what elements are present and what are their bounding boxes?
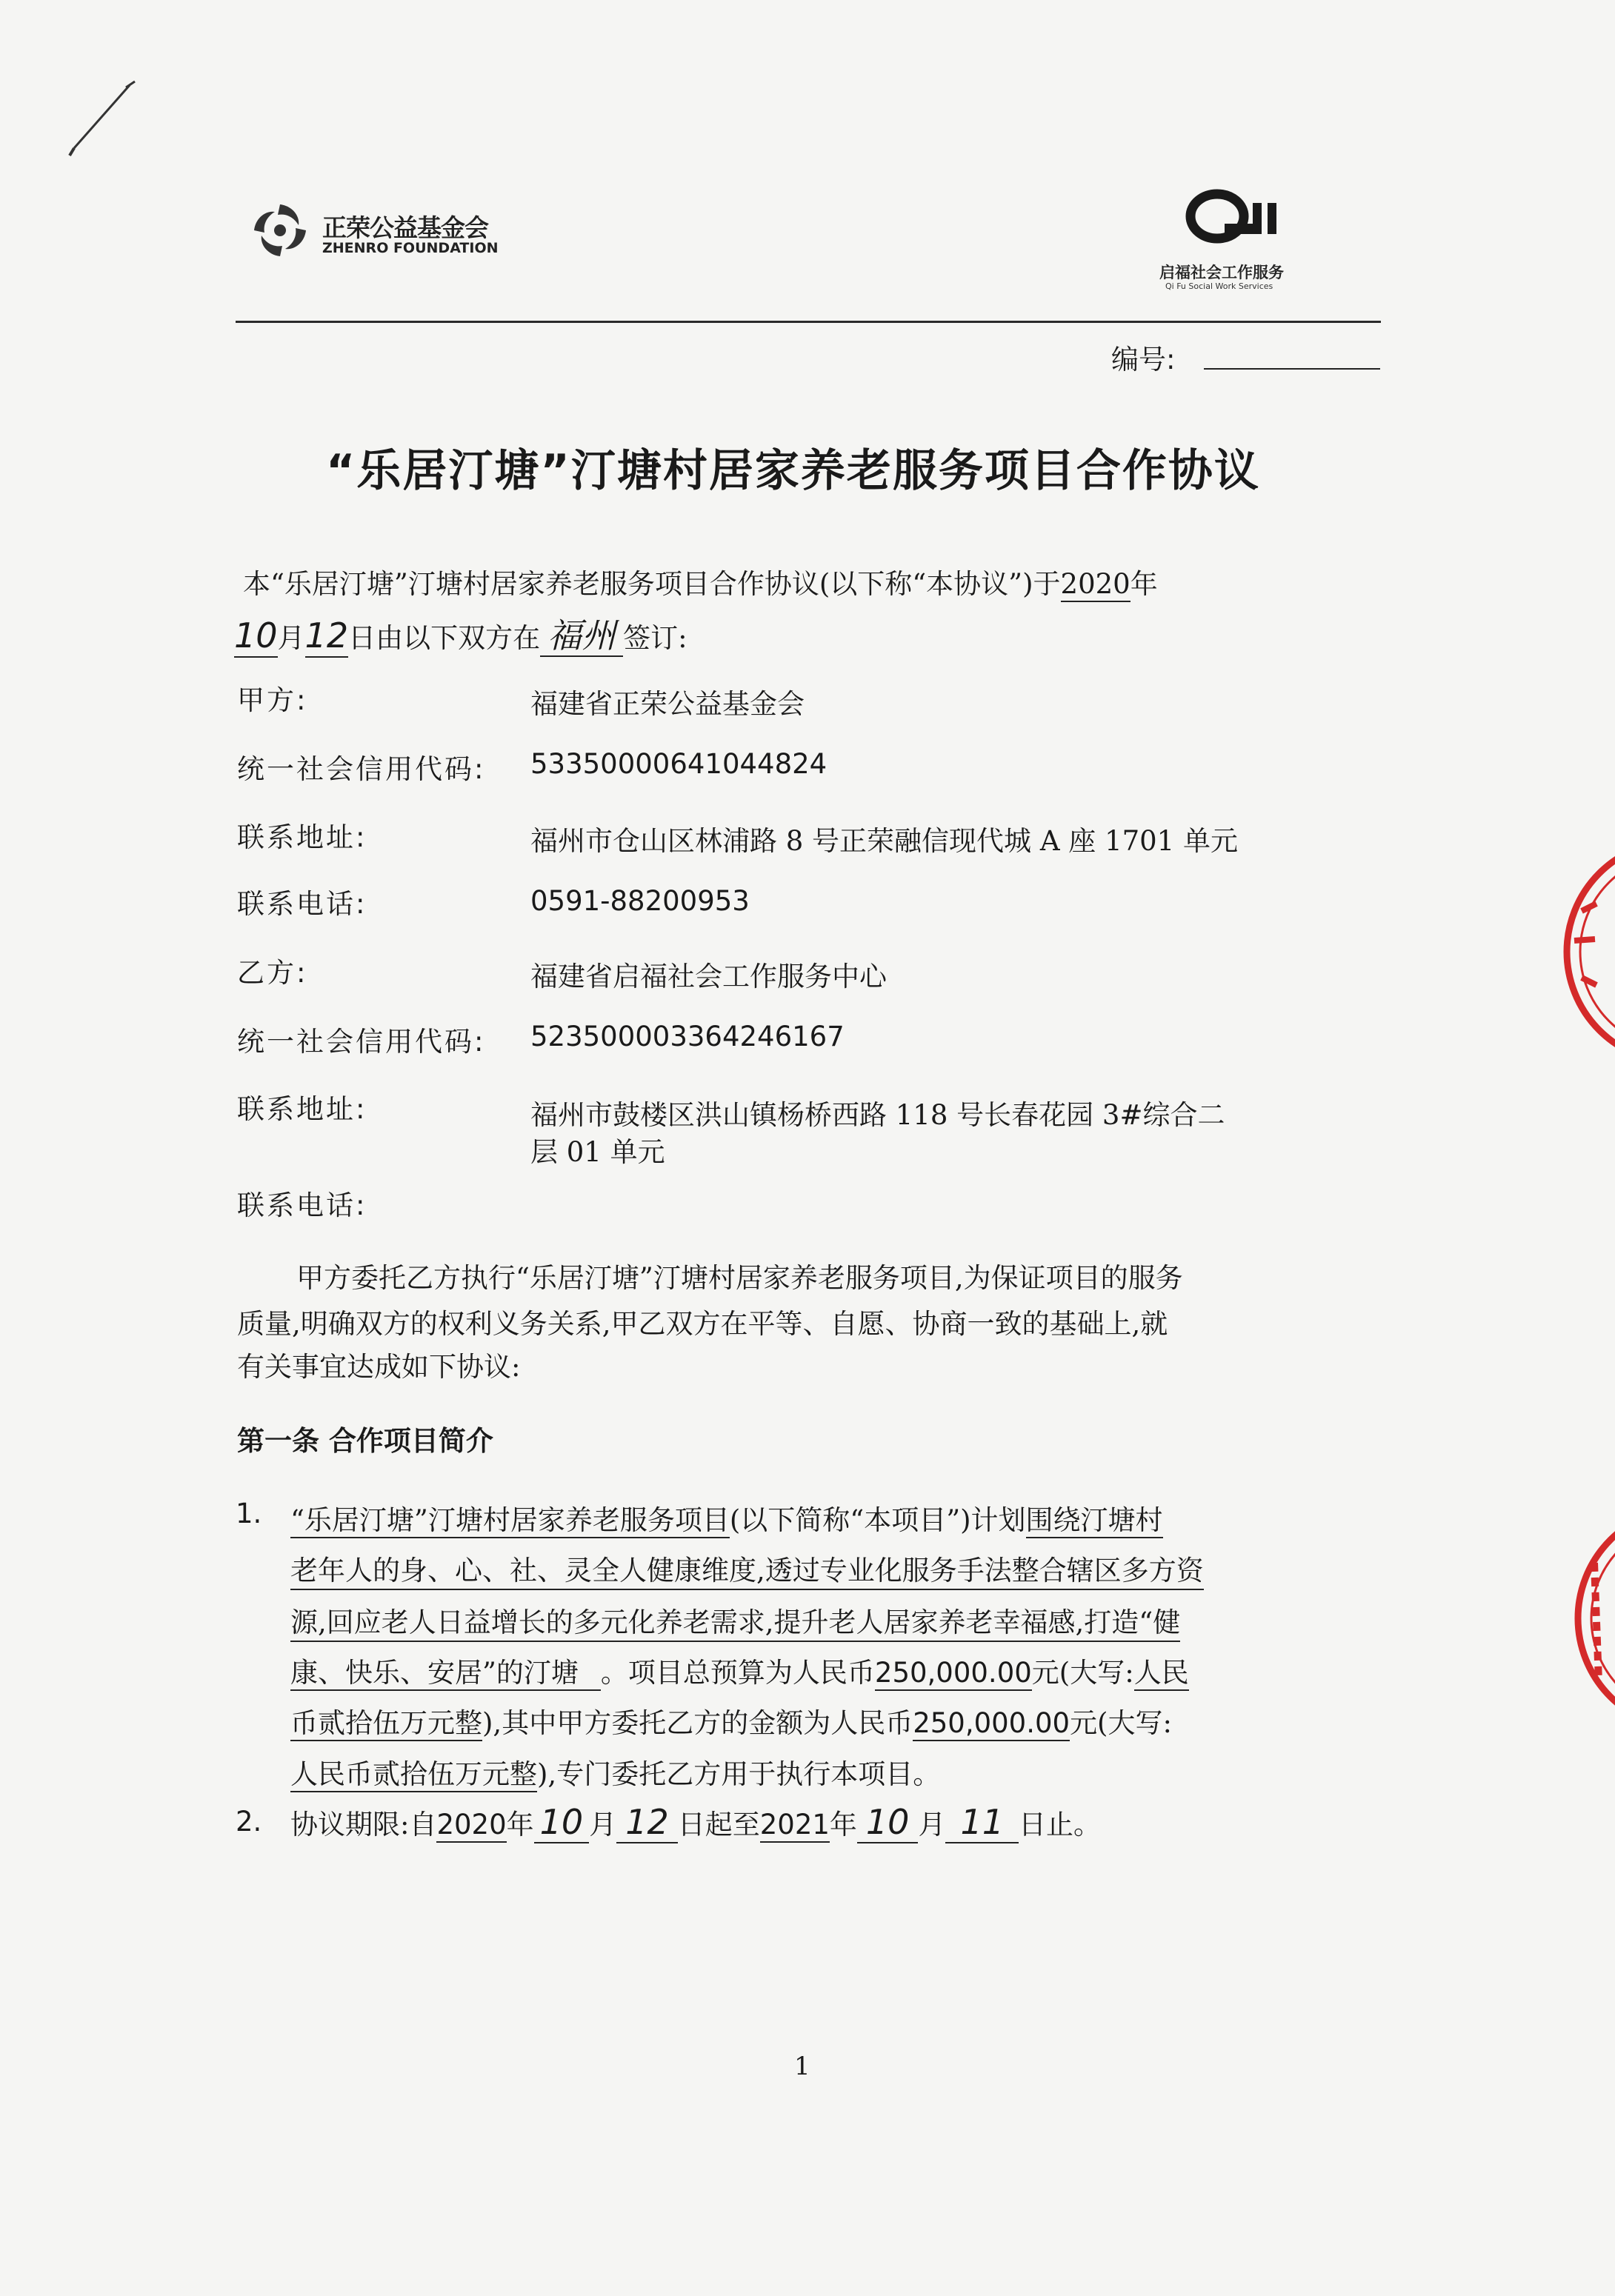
- item-1-budget-amount: 250,000.00: [875, 1657, 1032, 1691]
- item-1-entrust-caps: 人民币贰拾伍万元整: [290, 1758, 537, 1792]
- serial-number-blank: [1204, 368, 1380, 370]
- party-a-label: 甲方:: [237, 684, 308, 716]
- right-logo-cn: 启福社会工作服务: [1159, 264, 1284, 281]
- section-1-heading: 第一条 合作项目简介: [237, 1425, 493, 1457]
- intro-line-1: [243, 561, 1158, 601]
- intro-month: 10: [234, 615, 278, 658]
- item-1-text-a: (以下简称“本项目”)计划: [729, 1504, 1026, 1536]
- party-a-code-label: 统一社会信用代码:: [237, 753, 486, 785]
- party-b-code: 523500003364246167: [530, 1021, 845, 1052]
- qifu-logo: [1152, 185, 1315, 296]
- party-b-phone-label: 联系电话:: [237, 1189, 367, 1221]
- party-b-name: 福建省启福社会工作服务中心: [530, 961, 887, 992]
- item-1-entrust-text: ),其中甲方委托乙方的金额为人民币: [482, 1707, 913, 1739]
- item-2-end-month: 10: [857, 1802, 919, 1843]
- item-2-start-month: 10: [534, 1802, 590, 1843]
- zhenro-foundation-logo: [248, 194, 507, 268]
- item-1-line-1: [290, 1498, 1163, 1538]
- item-2-line: [290, 1802, 1101, 1842]
- item-1-entrust-caps-label: 元(大写:: [1070, 1707, 1172, 1739]
- item-1-budget-caps-b: 币贰拾伍万元整: [290, 1707, 482, 1741]
- document-title: “乐居汀塘”汀塘村居家养老服务项目合作协议: [326, 445, 1260, 497]
- serial-number-label: 编号:: [1111, 344, 1176, 376]
- party-a-name: 福建省正荣公益基金会: [530, 688, 805, 720]
- intro-text: 本“乐居汀塘”汀塘村居家养老服务项目合作协议(以下称“本协议”)于: [243, 568, 1061, 600]
- intro-line-2: [234, 609, 687, 658]
- item-2-month-label-2: 月: [918, 1809, 946, 1841]
- intro-year: 2020: [1061, 568, 1130, 602]
- party-a-phone-label: 联系电话:: [237, 888, 367, 920]
- right-logo-en: Qi Fu Social Work Services: [1165, 281, 1273, 291]
- intro-place: 福州: [540, 615, 623, 657]
- red-seal-top: [1552, 830, 1615, 1074]
- item-1-budget-caps-a: 人民: [1134, 1657, 1189, 1691]
- item-1-line-2: 老年人的身、心、社、灵全人健康维度,透过专业化服务手法整合辖区多方资: [290, 1548, 1204, 1590]
- left-logo-cn: 正荣公益基金会: [322, 213, 488, 242]
- intro-month-label: 月: [277, 622, 305, 654]
- intro-text-2: 日由以下双方在: [348, 622, 541, 654]
- red-seal-bottom: [1563, 1496, 1615, 1741]
- party-b-address-line-2: 层 01 单元: [530, 1136, 665, 1168]
- item-1-budget-text: 。项目总预算为人民币: [600, 1657, 875, 1689]
- preamble-line-2: 质量,明确双方的权利义务关系,甲乙双方在平等、自愿、协商一致的基础上,就: [237, 1308, 1168, 1340]
- party-a-address: 福州市仓山区林浦路 8 号正荣融信现代城 A 座 1701 单元: [530, 825, 1238, 857]
- item-1-end-text: ),专门委托乙方用于执行本项目。: [537, 1758, 941, 1790]
- preamble-line-1: 甲方委托乙方执行“乐居汀塘”汀塘村居家养老服务项目,为保证项目的服务: [296, 1262, 1183, 1294]
- intro-text-3: 签订:: [623, 622, 687, 654]
- item-2-mid-text: 日起至: [677, 1809, 760, 1841]
- item-2-month-label-1: 月: [589, 1809, 617, 1841]
- party-a-addr-label: 联系地址:: [237, 821, 367, 853]
- item-1-entrust-amount: 250,000.00: [913, 1707, 1070, 1741]
- item-2-year-label-2: 年: [829, 1809, 857, 1841]
- party-a-phone: 0591-88200953: [530, 885, 750, 917]
- item-1-budget-caps-label: 元(大写:: [1031, 1657, 1134, 1689]
- pen-mark: [67, 74, 148, 163]
- item-1-line-5: [290, 1701, 1172, 1741]
- party-b-code-label: 统一社会信用代码:: [237, 1026, 486, 1058]
- party-b-addr-label: 联系地址:: [237, 1093, 367, 1125]
- intro-year-label: 年: [1130, 568, 1158, 600]
- item-1-number: 1.: [236, 1498, 262, 1529]
- item-2-end-text: 日止。: [1019, 1809, 1101, 1841]
- item-2-start-day: 12: [616, 1802, 678, 1843]
- item-1-project-name: “乐居汀塘”汀塘村居家养老服务项目: [290, 1504, 730, 1538]
- party-b-label: 乙方:: [237, 957, 308, 989]
- page-number: 1: [794, 2052, 810, 2081]
- item-2-end-year: 2021: [760, 1809, 830, 1843]
- qifu-logo-icon: [1182, 185, 1285, 252]
- zhenro-logo-icon: [248, 198, 312, 262]
- header-rule: [236, 321, 1381, 323]
- item-2-end-day: 11: [945, 1802, 1019, 1843]
- left-logo-en: ZHENRO FOUNDATION: [322, 240, 499, 256]
- item-2-term-label: 协议期限:自: [290, 1809, 437, 1841]
- party-a-code: 53350000641044824: [530, 748, 828, 780]
- item-1-line-6: [290, 1752, 940, 1792]
- party-b-address-line-1: 福州市鼓楼区洪山镇杨桥西路 118 号长春花园 3#综合二: [530, 1099, 1225, 1131]
- item-1-line-4: [290, 1650, 1189, 1690]
- item-2-year-label-1: 年: [506, 1809, 534, 1841]
- intro-day: 12: [305, 615, 349, 658]
- item-2-number: 2.: [236, 1806, 262, 1838]
- item-1-line-3: 源,回应老人日益增长的多元化养老需求,提升老人居家养老幸福感,打造“健: [290, 1600, 1180, 1642]
- item-2-start-year: 2020: [436, 1809, 506, 1843]
- item-1-text-b: 围绕汀塘村: [1026, 1504, 1163, 1538]
- preamble-line-3: 有关事宜达成如下协议:: [237, 1351, 521, 1383]
- item-1-goal: 康、快乐、安居”的汀塘: [290, 1657, 601, 1691]
